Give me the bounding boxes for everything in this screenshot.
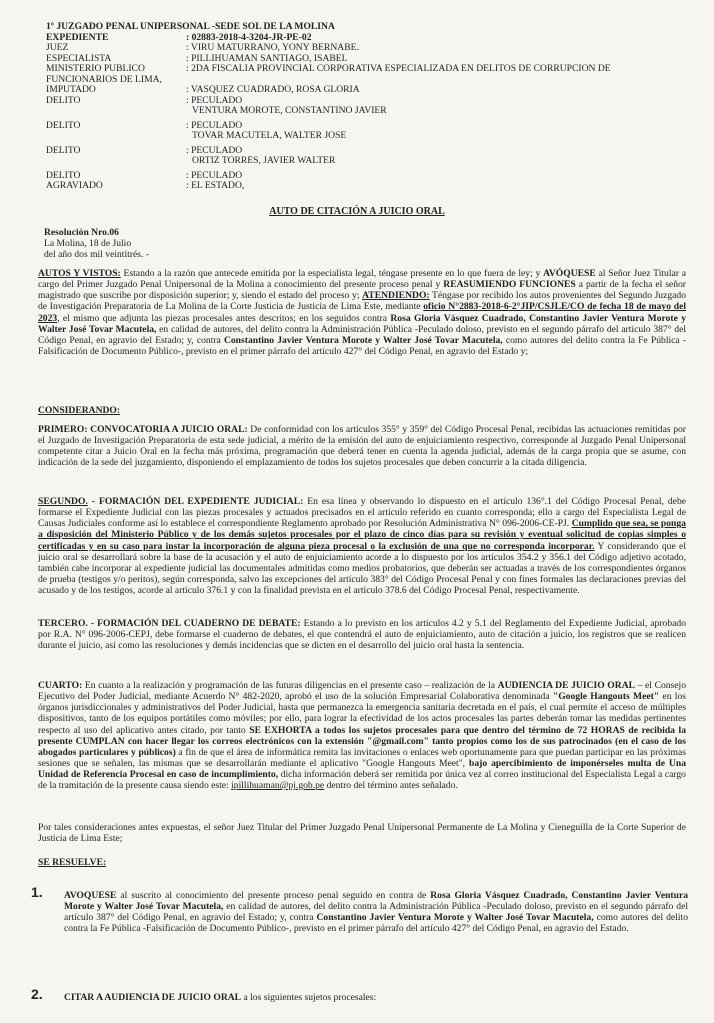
primero-paragraph: PRIMERO: CONVOCATORIA A JUICIO ORAL: De conformidad con los artículos 355° y 359° del Código Procesal Penal, recibidas las actuaciones remitidas por el Juzgado de Investigación Preparatoria de esta sede judicial, a mérito de la emisión del auto de enjuiciamiento respectivo, corresponde al Juzgado Penal Unipersonal competente citar a Juicio Oral en la fecha más próxima, programación que deberá tener en cuenta la agenda judicial, además de la carga propia que se asume, con indicación de la sede del juzgamiento, disponiendo el emplazamiento de todos los sujetos procesales que deben concurrir a la citada diligencia.	[38, 424, 686, 469]
header-row: FUNCIONARIOS DE LIMA,	[46, 73, 162, 85]
resolution-date: La Molina, 18 de Julio	[44, 238, 132, 249]
tercero-paragraph: TERCERO. - FORMACIÓN DEL CUADERNO DE DEBATE: Estando a lo previsto en los artículos 4.2 y 5.1 del Reglamento del Expediente Judicial, aprobado por R.A. N° 096-2006-CEPJ, debe formarse el cuaderno de debates, el que contendrá el auto de enjuiciamiento, auto de citación a juicio, los registros que se realicen durante el juicio, así como las resoluciones y demás incidencias que se dicten en el desarrollo del juicio oral hasta la sentencia.	[38, 618, 686, 652]
header-row: DELITO : PECULADO	[46, 94, 243, 106]
resolution-year: del año dos mil veintitrés. -	[44, 249, 149, 260]
resolution-item: AVOQUESE al suscrito al conocimiento del presente proceso penal seguido en contra de Rosa Gloria Vásquez Cuadrado, Constantino Javier Ventura Morote y Walter José Tovar Macutela, en calidad de autores, del delito contra la Administración Pública -Peculado doloso, previsto en el segundo párrafo del artículo 387° del Código Penal, en agravio del Estado; y, contra Constantino Javier Ventura Morote y Walter José Tovar Macutela, como autores del delito contra la Fe Pública -Falsificación de Documento Público-, previsto en el primer párrafo del artículo 427° del Código Penal, en agravio del Estado.	[64, 890, 689, 935]
header-row: DELITO : PECULADO	[46, 169, 243, 181]
header-row: VENTURA MOROTE, CONSTANTINO JAVIER	[192, 105, 387, 116]
se-resuelve-heading: SE RESUELVE:	[38, 857, 107, 868]
header-row: ORTIZ TORRES, JAVIER WALTER	[192, 155, 336, 166]
document-title: AUTO DE CITACIÓN A JUICIO ORAL	[269, 206, 445, 217]
resolution-number: Resolución Nro.06	[44, 227, 119, 238]
considerando-heading: CONSIDERANDO:	[38, 405, 121, 416]
resolution-block	[44, 227, 149, 260]
header-row: ESPECIALISTA : PILLIHUAMAN SANTIAGO, ISABEL	[46, 52, 348, 64]
header-row: TOVAR MACUTELA, WALTER JOSE	[192, 130, 347, 141]
header-row: DELITO : PECULADO	[46, 144, 243, 156]
item-number: 2.	[31, 986, 43, 1002]
header-row: EXPEDIENTE : 02883-2018-4-3204-JR-PE-02	[46, 31, 312, 43]
cuarto-paragraph: CUARTO: En cuanto a la realización y programación de las futuras diligencias en el presente caso – realización de la AUDIENCIA DE JUICIO ORAL – el Consejo Ejecutivo del Poder Judicial, mediante Acuerdo N° 482-2020, aprobó el uso de la solución Empresarial Colaborativa denominada "Google Hangouts Meet" en los órganos jurisdiccionales y administrativos del Poder Judicial, hasta que permanezca la emergencia sanitaria decretada en el país, el cual permite el acceso de múltiples dispositivos, tanto de los equipos portátiles como móviles; por ello, para lograr la efectividad de los actos procesales las partes deberán tomar las medidas pertinentes respecto al uso del aplicativo antes citado, por tanto SE EXHORTA a todos los sujetos procesales para que dentro del término de 72 HORAS de recibida la presente CUMPLAN con hacer llegar los correos electrónicos con la extensión "@gmail.com" tanto propios como los de sus patrocinados (en el caso de los abogados particulares y públicos) a fin de que el área de informática remita las invitaciones o enlaces web oportunamente para que puedan participar en las próximas sesiones que se señalen, las mismas que se desarrollarán mediante el aplicativo "Google Hangouts Meet", bajo apercibimiento de imponérseles multa de Una Unidad de Referencia Procesal en caso de incumplimiento, dicha información deberá ser remitida por única vez al correo institucional del Especialista Legal a cargo de la tramitación de la presente causa siendo este: ipillihuaman@pj.gob.pe dentro del término antes señalado.	[38, 680, 687, 792]
court-name: 1º JUZGADO PENAL UNIPERSONAL -SEDE SOL DE LA MOLINA	[46, 21, 335, 32]
item-number: 1.	[31, 884, 43, 900]
header-row: DELITO : PECULADO	[46, 119, 243, 131]
resolution-item: CITAR A AUDIENCIA DE JUICIO ORAL a los siguientes sujetos procesales:	[64, 992, 377, 1003]
segundo-paragraph: SEGUNDO. - FORMACIÓN DEL EXPEDIENTE JUDICIAL: En esa línea y observando lo dispuesto en el artículo 136°.1 del Código Procesal Penal, debe formarse el Expediente Judicial con las piezas procesales y actuados precisados en el artículo referido en cuanto corresponda; ello a cargo del Especialista Legal de Causas Judiciales conforme así lo establece el correspondiente Reglamento aprobado por Resolución Administrativa N° 096-2006-CE-PJ. Cumplido que sea, se ponga a disposición del Ministerio Público y de los demás sujetos procesales por el plazo de cinco días para su revisión y eventual solicitud de copias simples o certificadas y en su caso para instar la incorporación de alguna pieza procesal o la exclusión de una que no corresponda incorporar. Y considerando que el juicio oral se desarrollará sobre la base de la acusación y el auto de enjuiciamiento acorde a lo dispuesto por los artículos 354.2 y 356.1 del Código adjetivo acotado, también cabe incorporar al expediente judicial las documentales admitidas como medios probatorios, que deberán ser actuadas a través de los correspondientes órganos de prueba (testigos y/o peritos), según corresponda, salvo las excepciones del artículo 383° del Código Procesal Penal y con fines formales las declaraciones previas del acusado y de los testigos, acorde al artículo 376.1 y con la finalidad prevista en el artículo 378.6 del Código Procesal Penal, respectivamente.	[38, 496, 686, 596]
case-header	[46, 22, 686, 192]
header-row: MINISTERIO PUBLICO : 2DA FISCALIA PROVINCIAL CORPORATIVA ESPECIALIZADA EN DELITOS DE CORRUPCION DE	[46, 63, 611, 74]
closing-paragraph: Por tales consideraciones antes expuestas, el señor Juez Titular del Primer Juzgado Penal Unipersonal Permanente de La Molina y Cieneguilla de la Corte Superior de Justicia de Lima Este;	[38, 822, 686, 845]
header-row: JUEZ : VIRU MATURRANO, YONY BERNABE.	[46, 42, 359, 53]
email-link[interactable]: ipillihuaman@pj.gob.pe	[231, 780, 325, 792]
header-row: AGRAVIADO : EL ESTADO,	[46, 180, 245, 191]
header-row: IMPUTADO : VASQUEZ CUADRADO, ROSA GLORIA	[46, 84, 360, 95]
autos-y-vistos-paragraph: AUTOS Y VISTOS: Estando a la razón que antecede emitida por la especialista legal, téngase presente en lo que fuera de ley; y AVÓQUESE al Señor Juez Titular a cargo del Primer Juzgado Penal Unipersonal de la Molina a conocimiento del presente proceso penal y REASUMIENDO FUNCIONES a partir de la fecha el señor magistrado que suscribe por disposición superior; y, siendo el estado del proceso y; ATENDIENDO: Téngase por recibido los autos provenientes del Segundo Juzgado de Investigación Preparatoria de La Molina de la Corte Justicia de Justicia de Lima Este, mediante oficio N°2883-2018-6-2°JIP/CSJLE/CO de fecha 18 de mayo del 2023, el mismo que adjunta las piezas procesales antes descritos; en los seguidos contra Rosa Gloria Vásquez Cuadrado, Constantino Javier Ventura Morote y Walter José Tovar Macutela, en calidad de autores, del delito contra la Administración Pública -Peculado doloso, previsto en el segundo párrafo del artículo 387° del Código Penal, en agravio del Estado; y, contra Constantino Javier Ventura Morote y Walter José Tovar Macutela, como autores del delito contra la Fe Pública -Falsificación de Documento Público-, previsto en el primer párrafo del artículo 427° del Código Penal, en agravio del Estado y;	[38, 268, 687, 357]
